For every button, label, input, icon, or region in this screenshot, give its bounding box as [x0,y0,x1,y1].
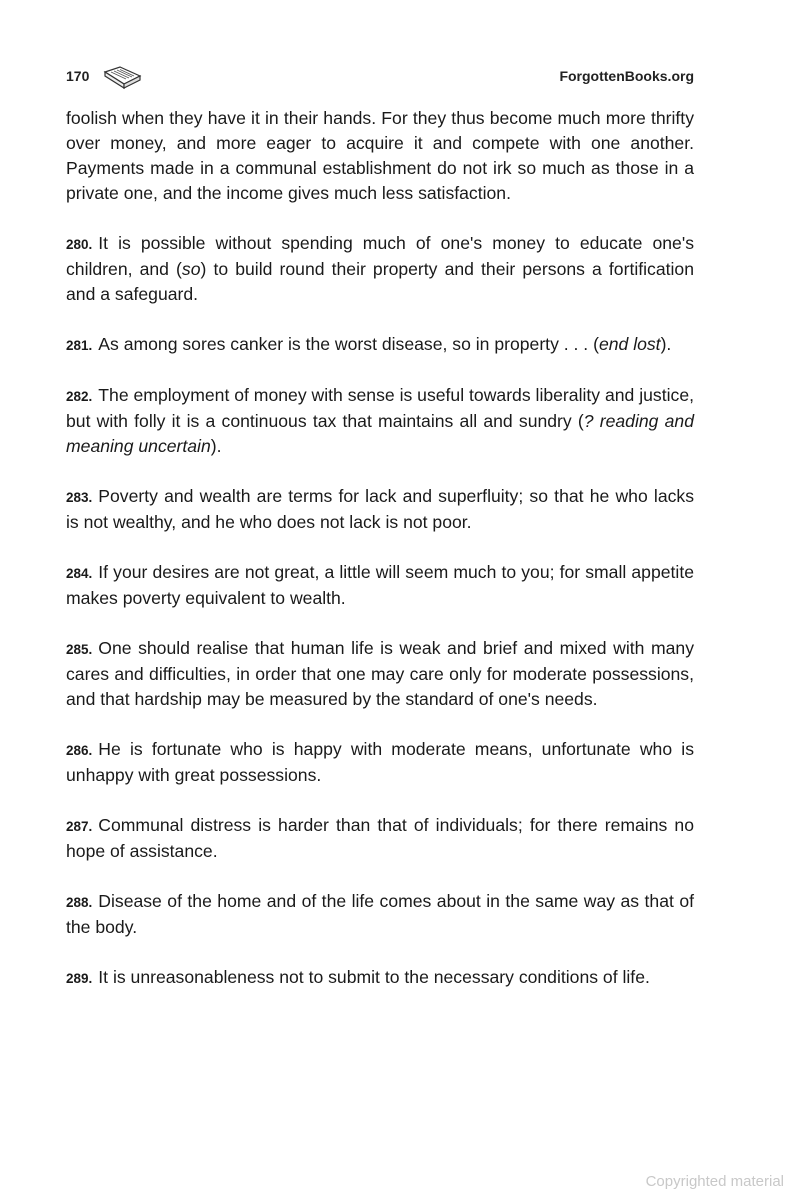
fragment-text: As among sores canker is the worst disease, so in property . . . ( [98,334,599,354]
fragment-number: 283. [66,490,93,505]
fragment-288 [66,889,694,940]
fragment-text: It is unreasonableness not to submit to the necessary conditions of life. [98,967,650,987]
copyright-watermark: Copyrighted material [645,1173,784,1190]
fragment-number: 285. [66,642,93,657]
fragment-number: 287. [66,819,93,834]
open-book-icon [102,64,144,90]
fragment-italic: end lost [598,334,661,354]
fragment-number: 289. [66,971,93,986]
fragment-italic: so [181,259,201,279]
fragment-text: One should realise that human life is weak and brief and mixed with many cares and difficulties, in order that one may care only for moderate possessions, and that hardship may be measured by the standard of one's needs. [66,638,694,709]
fragment-286 [66,737,694,788]
fragment-number: 281. [66,338,93,353]
intro-paragraph: foolish when they have it in their hands. For they thus become much more thrifty over money, and more eager to acquire it and compete with one another. Payments made in a communal establishment do not irk so much as those in a private one, and the income gives much less satisfaction. [66,108,694,203]
fragment-280 [66,231,694,307]
fragment-text: ) to build round their property and their persons a fortification and a safeguard. [66,259,694,304]
fragment-number: 286. [66,743,93,758]
fragment-text: Poverty and wealth are terms for lack and superfluity; so that he who lacks is not wealthy, and he who does not lack is not poor. [66,486,694,532]
fragment-italic: ? reading and meaning uncertain [66,411,694,456]
fragment-289 [66,965,694,991]
fragment-text: ). [210,436,222,456]
fragment-number: 288. [66,895,93,910]
fragment-281 [66,332,694,358]
site-name: ForgottenBooks.org [559,68,694,84]
fragment-text: It is possible without spending much of one's money to educate one's children, and ( [66,233,694,279]
book-page [66,0,694,1200]
fragment-text: Communal distress is harder than that of individuals; for there remains no hope of assistance. [66,815,694,861]
fragment-number: 282. [66,389,93,404]
fragment-285 [66,636,694,712]
fragment-287 [66,813,694,864]
fragment-283 [66,484,694,535]
fragment-text: The employment of money with sense is useful towards liberality and justice, but with folly it is a continuous tax that maintains all and sundry ( [66,385,694,431]
fragment-number: 280. [66,237,93,252]
fragment-text: ). [660,334,672,354]
fragment-282 [66,383,694,459]
page-number: 170 [66,68,90,84]
fragment-text: Disease of the home and of the life comes about in the same way as that of the body. [66,891,694,937]
fragment-284 [66,560,694,611]
page-header [66,64,694,92]
fragment-number: 284. [66,566,93,581]
fragment-text: He is fortunate who is happy with moderate means, unfortunate who is unhappy with great possessions. [66,739,694,785]
fragment-text: If your desires are not great, a little will seem much to you; for small appetite makes poverty equivalent to wealth. [66,562,694,608]
page-body [66,106,694,1016]
